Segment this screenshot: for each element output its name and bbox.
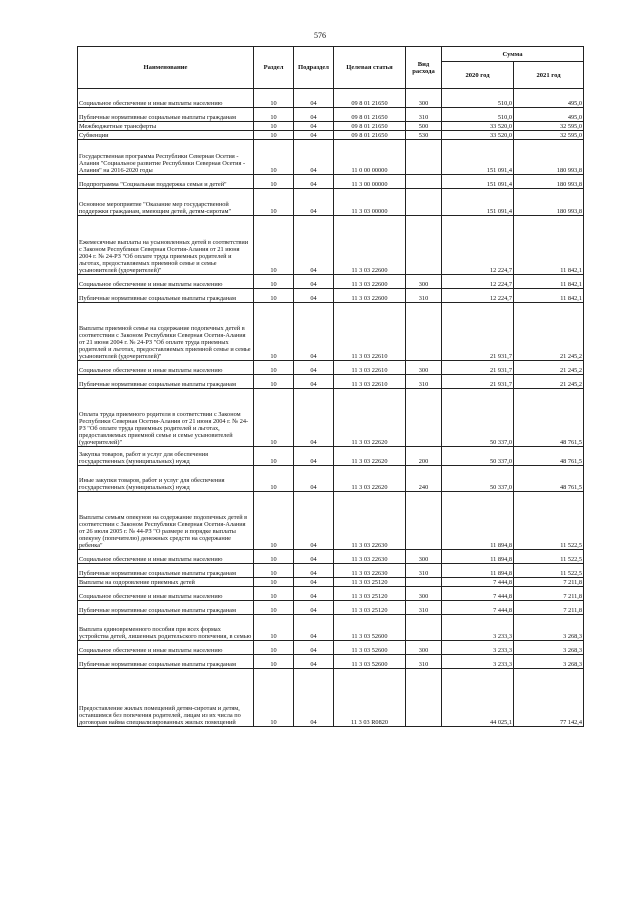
row-name: Социальное обеспечение и иные выплаты населению [78, 361, 254, 375]
row-podrazdel: 04 [294, 175, 334, 189]
row-name: Социальное обеспечение и иные выплаты населению [78, 89, 254, 108]
header-podrazdel: Подраздел [294, 47, 334, 89]
row-target: 11 3 03 22600 [334, 289, 406, 303]
row-razdel: 10 [254, 375, 294, 389]
row-vid: 310 [406, 375, 442, 389]
table-row [78, 140, 584, 175]
row-name: Субвенции [78, 131, 254, 140]
row-name: Публичные нормативные социальные выплаты гражданам [78, 289, 254, 303]
row-2020: 151 091,4 [442, 175, 514, 189]
row-podrazdel: 04 [294, 275, 334, 289]
row-razdel: 10 [254, 578, 294, 587]
row-vid [406, 175, 442, 189]
row-razdel: 10 [254, 131, 294, 140]
header-name: Наименование [78, 47, 254, 89]
row-2020: 12 224,7 [442, 216, 514, 275]
row-name: Межбюджетные трансферты [78, 122, 254, 131]
row-2020: 50 337,0 [442, 466, 514, 492]
table-row [78, 175, 584, 189]
header-2021: 2021 год [514, 62, 584, 89]
header-vid: Вид расхода [406, 47, 442, 89]
row-2021: 77 142,4 [514, 669, 584, 727]
row-vid: 300 [406, 550, 442, 564]
row-podrazdel: 04 [294, 108, 334, 122]
row-podrazdel: 04 [294, 389, 334, 447]
row-podrazdel: 04 [294, 466, 334, 492]
row-podrazdel: 04 [294, 587, 334, 601]
row-target: 11 3 03 R0820 [334, 669, 406, 727]
row-vid [406, 389, 442, 447]
row-vid: 310 [406, 108, 442, 122]
row-vid [406, 669, 442, 727]
row-name: Публичные нормативные социальные выплаты гражданам [78, 108, 254, 122]
table-row [78, 375, 584, 389]
row-razdel: 10 [254, 140, 294, 175]
row-name: Публичные нормативные социальные выплаты гражданам [78, 655, 254, 669]
row-podrazdel: 04 [294, 669, 334, 727]
row-2020: 12 224,7 [442, 289, 514, 303]
header-2020: 2020 год [442, 62, 514, 89]
row-target: 11 3 03 52600 [334, 655, 406, 669]
table-row [78, 587, 584, 601]
row-razdel: 10 [254, 289, 294, 303]
row-podrazdel: 04 [294, 655, 334, 669]
table-row [78, 275, 584, 289]
row-razdel: 10 [254, 303, 294, 361]
row-name: Выплаты семьям опекунов на содержание подопечных детей в соответствии с Законом Республики Северная Осетия-Алания от 26 июля 2005 г. № 44-РЗ "О размере и порядке выплаты опекуну (попечителю) денежных средств на содержание ребенка" [78, 492, 254, 550]
row-vid: 300 [406, 361, 442, 375]
table-row [78, 578, 584, 587]
row-2020: 3 233,3 [442, 655, 514, 669]
row-name: Выплаты на оздоровление приемных детей [78, 578, 254, 587]
row-2020: 7 444,8 [442, 601, 514, 615]
row-2021: 11 842,1 [514, 275, 584, 289]
row-2021: 11 522,5 [514, 492, 584, 550]
row-target: 11 0 00 00000 [334, 140, 406, 175]
row-target: 11 3 03 25120 [334, 587, 406, 601]
row-name: Предоставление жилых помещений детям-сиротам и детям, оставшимся без попечения родителей, лицам из их числа по договорам найма специализированных жилых помещений [78, 669, 254, 727]
row-2021: 11 842,1 [514, 216, 584, 275]
row-vid: 300 [406, 275, 442, 289]
table-row [78, 189, 584, 216]
row-razdel: 10 [254, 389, 294, 447]
row-target: 11 3 03 22630 [334, 564, 406, 578]
row-vid: 500 [406, 122, 442, 131]
row-razdel: 10 [254, 550, 294, 564]
row-target: 11 3 03 22630 [334, 550, 406, 564]
table-body [78, 89, 584, 727]
row-name: Социальное обеспечение и иные выплаты населению [78, 550, 254, 564]
row-target: 11 3 03 22600 [334, 216, 406, 275]
row-target: 11 3 03 22620 [334, 447, 406, 466]
table-row [78, 131, 584, 140]
row-2021: 11 842,1 [514, 289, 584, 303]
row-2020: 3 233,3 [442, 641, 514, 655]
row-vid: 200 [406, 447, 442, 466]
table-row [78, 641, 584, 655]
row-2021: 48 761,5 [514, 389, 584, 447]
row-2020: 12 224,7 [442, 275, 514, 289]
row-name: Публичные нормативные социальные выплаты гражданам [78, 601, 254, 615]
row-2020: 151 091,4 [442, 189, 514, 216]
row-name: Социальное обеспечение и иные выплаты населению [78, 641, 254, 655]
row-vid [406, 140, 442, 175]
row-name: Основное мероприятие "Оказание мер государственной поддержки гражданам, имеющим детей, детям-сиротам" [78, 189, 254, 216]
row-name: Публичные нормативные социальные выплаты гражданам [78, 375, 254, 389]
row-vid: 300 [406, 587, 442, 601]
table-row [78, 447, 584, 466]
row-vid [406, 303, 442, 361]
row-2021: 3 268,3 [514, 615, 584, 641]
row-name: Государственная программа Республики Северная Осетия - Алания "Социальное развитие Республики Северная Осетия - Алания" на 2016-2020 годы [78, 140, 254, 175]
row-razdel: 10 [254, 587, 294, 601]
row-2021: 3 268,3 [514, 655, 584, 669]
row-razdel: 10 [254, 466, 294, 492]
row-vid: 530 [406, 131, 442, 140]
row-podrazdel: 04 [294, 140, 334, 175]
row-2021: 48 761,5 [514, 466, 584, 492]
budget-table [77, 46, 584, 727]
row-vid: 240 [406, 466, 442, 492]
row-razdel: 10 [254, 216, 294, 275]
row-podrazdel: 04 [294, 303, 334, 361]
row-vid [406, 615, 442, 641]
row-vid: 310 [406, 564, 442, 578]
header-summa: Сумма [442, 47, 584, 62]
row-2021: 180 993,8 [514, 189, 584, 216]
row-vid: 310 [406, 655, 442, 669]
row-podrazdel: 04 [294, 216, 334, 275]
row-razdel: 10 [254, 275, 294, 289]
row-2020: 33 520,0 [442, 122, 514, 131]
row-2020: 3 233,3 [442, 615, 514, 641]
table-row [78, 669, 584, 727]
row-podrazdel: 04 [294, 122, 334, 131]
row-razdel: 10 [254, 108, 294, 122]
table-row [78, 303, 584, 361]
row-2020: 7 444,8 [442, 578, 514, 587]
row-2021: 48 761,5 [514, 447, 584, 466]
row-2021: 21 245,2 [514, 361, 584, 375]
row-target: 09 8 01 21650 [334, 122, 406, 131]
row-target: 11 3 03 25120 [334, 578, 406, 587]
row-razdel: 10 [254, 669, 294, 727]
row-podrazdel: 04 [294, 289, 334, 303]
row-podrazdel: 04 [294, 601, 334, 615]
row-2021: 32 595,0 [514, 131, 584, 140]
row-podrazdel: 04 [294, 615, 334, 641]
row-2020: 151 091,4 [442, 140, 514, 175]
table-row [78, 615, 584, 641]
table-row [78, 466, 584, 492]
row-2021: 21 245,2 [514, 375, 584, 389]
row-2021: 21 245,2 [514, 303, 584, 361]
row-podrazdel: 04 [294, 578, 334, 587]
row-2021: 3 268,3 [514, 641, 584, 655]
row-target: 11 3 03 22610 [334, 375, 406, 389]
row-podrazdel: 04 [294, 361, 334, 375]
row-2020: 33 520,0 [442, 131, 514, 140]
table-row [78, 361, 584, 375]
row-razdel: 10 [254, 641, 294, 655]
row-name: Социальное обеспечение и иные выплаты населению [78, 275, 254, 289]
row-razdel: 10 [254, 189, 294, 216]
table-row [78, 601, 584, 615]
row-podrazdel: 04 [294, 641, 334, 655]
row-name: Выплаты приемной семье на содержание подопечных детей в соответствии с Законом Республики Северная Осетия-Алания от 21 июня 2004 г. № 24-РЗ "Об оплате труда приемных родителей и льготах, предоставляемых приемной семье и семье усыновителей (удочерителей)" [78, 303, 254, 361]
row-razdel: 10 [254, 175, 294, 189]
row-vid: 310 [406, 601, 442, 615]
row-name: Подпрограмма "Социальная поддержка семьи и детей" [78, 175, 254, 189]
table-row [78, 216, 584, 275]
table-row [78, 289, 584, 303]
row-2020: 50 337,0 [442, 447, 514, 466]
row-2020: 510,0 [442, 108, 514, 122]
row-name: Закупка товаров, работ и услуг для обеспечения государственных (муниципальных) нужд [78, 447, 254, 466]
row-2020: 11 894,8 [442, 492, 514, 550]
header-razdel: Раздел [254, 47, 294, 89]
row-razdel: 10 [254, 122, 294, 131]
row-2020: 21 931,7 [442, 303, 514, 361]
row-2021: 7 211,8 [514, 578, 584, 587]
row-vid [406, 492, 442, 550]
row-razdel: 10 [254, 601, 294, 615]
table-row [78, 492, 584, 550]
row-2021: 180 993,8 [514, 175, 584, 189]
table-row [78, 550, 584, 564]
row-target: 11 3 03 22610 [334, 303, 406, 361]
table-row [78, 655, 584, 669]
row-podrazdel: 04 [294, 447, 334, 466]
row-target: 11 3 03 52600 [334, 615, 406, 641]
row-target: 11 3 03 25120 [334, 601, 406, 615]
row-razdel: 10 [254, 615, 294, 641]
row-name: Иные закупки товаров, работ и услуг для обеспечения государственных (муниципальных) нужд [78, 466, 254, 492]
row-podrazdel: 04 [294, 131, 334, 140]
row-vid: 310 [406, 289, 442, 303]
row-podrazdel: 04 [294, 375, 334, 389]
row-2020: 510,0 [442, 89, 514, 108]
row-podrazdel: 04 [294, 89, 334, 108]
row-target: 11 3 00 00000 [334, 175, 406, 189]
row-2020: 44 025,1 [442, 669, 514, 727]
row-name: Ежемесячные выплаты на усыновленных детей в соответствии с Законом Республики Северная Осетия-Алания от 21 июня 2004 г. № 24-РЗ "Об оплате труда приемных родителей и льготах, предоставляемых приемной семье и семье усыновителей (удочерителей)" [78, 216, 254, 275]
row-2020: 50 337,0 [442, 389, 514, 447]
row-target: 09 8 01 21650 [334, 131, 406, 140]
row-2020: 21 931,7 [442, 375, 514, 389]
row-target: 11 3 03 52600 [334, 641, 406, 655]
row-razdel: 10 [254, 447, 294, 466]
row-vid: 300 [406, 641, 442, 655]
table-row [78, 89, 584, 108]
row-target: 11 3 03 22630 [334, 492, 406, 550]
row-vid [406, 189, 442, 216]
row-target: 11 3 03 22620 [334, 389, 406, 447]
row-vid [406, 216, 442, 275]
row-2020: 21 931,7 [442, 361, 514, 375]
row-2020: 11 894,8 [442, 550, 514, 564]
row-target: 09 8 01 21650 [334, 108, 406, 122]
row-2021: 7 211,8 [514, 601, 584, 615]
row-target: 11 3 03 22620 [334, 466, 406, 492]
row-razdel: 10 [254, 655, 294, 669]
header-target: Целевая статья [334, 47, 406, 89]
row-target: 11 3 03 00000 [334, 189, 406, 216]
row-name: Выплата единовременного пособия при всех формах устройства детей, лишенных родительского попечения, в семью [78, 615, 254, 641]
row-target: 11 3 03 22600 [334, 275, 406, 289]
row-razdel: 10 [254, 564, 294, 578]
row-razdel: 10 [254, 361, 294, 375]
row-2021: 495,0 [514, 89, 584, 108]
table-row [78, 122, 584, 131]
row-podrazdel: 04 [294, 550, 334, 564]
table-row [78, 564, 584, 578]
row-2021: 180 993,8 [514, 140, 584, 175]
table-row [78, 389, 584, 447]
row-name: Публичные нормативные социальные выплаты гражданам [78, 564, 254, 578]
row-vid: 300 [406, 89, 442, 108]
row-target: 09 8 01 21650 [334, 89, 406, 108]
row-2021: 7 211,8 [514, 587, 584, 601]
row-2021: 11 522,5 [514, 564, 584, 578]
row-name: Социальное обеспечение и иные выплаты населению [78, 587, 254, 601]
row-podrazdel: 04 [294, 492, 334, 550]
row-name: Оплата труда приемного родителя в соответствии с Законом Республики Северная Осетия-Алания от 21 июня 2004 г. № 24-РЗ "Об оплате труда приемных родителей и льготах, предоставляемых приемной семье и семье усыновителей (удочерителей)" [78, 389, 254, 447]
row-podrazdel: 04 [294, 189, 334, 216]
row-2021: 32 595,0 [514, 122, 584, 131]
row-2020: 7 444,8 [442, 587, 514, 601]
row-target: 11 3 03 22610 [334, 361, 406, 375]
row-podrazdel: 04 [294, 564, 334, 578]
page-number: 576 [314, 31, 326, 40]
row-vid [406, 578, 442, 587]
row-2021: 11 522,5 [514, 550, 584, 564]
row-2020: 11 894,8 [442, 564, 514, 578]
row-razdel: 10 [254, 89, 294, 108]
row-razdel: 10 [254, 492, 294, 550]
table-row [78, 108, 584, 122]
row-2021: 495,0 [514, 108, 584, 122]
